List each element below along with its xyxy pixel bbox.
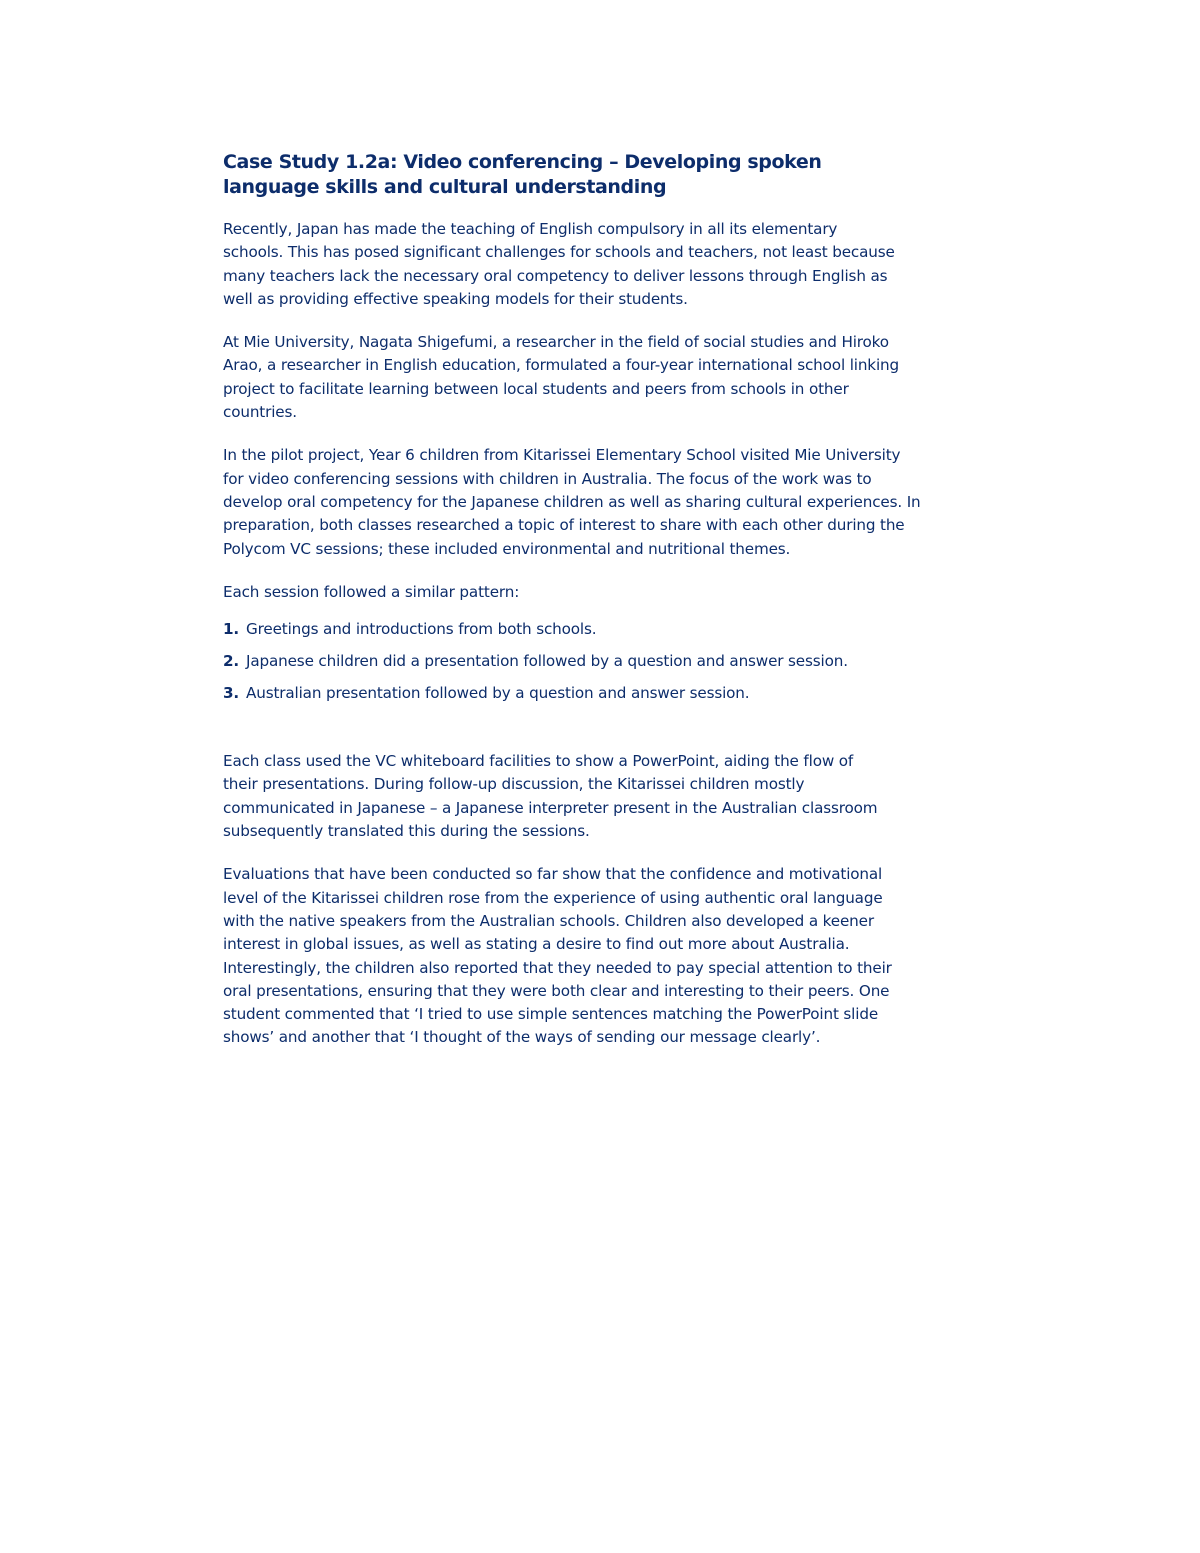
pattern-intro-paragraph: Each session followed a similar pattern: [223, 582, 520, 601]
list-item-number: 3. [223, 684, 240, 703]
list-item-text: Japanese children did a presentation followed by a question and answer session. [246, 652, 848, 671]
list-item [223, 650, 923, 672]
project-paragraph: At Mie University, Nagata Shigefumi, a researcher in the field of social studies and Hiroko Arao, a researcher in English education, formulated a four-year international school linking project to facilitate learning between local students and peers from schools in other countries. [223, 333, 899, 422]
intro-paragraph: Recently, Japan has made the teaching of English compulsory in all its elementary schools. This has posed significant challenges for schools and teachers, not least because many teachers lack the necessary oral competency to deliver lessons through English as well as providing effective speaking models for their students. [223, 220, 895, 308]
list-item [223, 618, 923, 640]
whiteboard-paragraph: Each class used the VC whiteboard facilities to show a PowerPoint, aiding the flow of their presentations. During follow-up discussion, the Kitarissei children mostly communicated in Japanese – a Japanese interpreter present in the Australian classroom subsequently translated this during the sessions. [223, 752, 878, 841]
session-pattern-list [223, 618, 923, 704]
list-item-text: Australian presentation followed by a question and answer session. [246, 684, 750, 703]
list-item [223, 682, 923, 704]
list-item-number: 2. [223, 652, 240, 671]
document-page [223, 150, 923, 1070]
list-item-number: 1. [223, 620, 240, 639]
case-study-title: Case Study 1.2a: Video conferencing – Developing spoken language skills and cultural understanding [223, 151, 822, 198]
pilot-paragraph: In the pilot project, Year 6 children from Kitarissei Elementary School visited Mie University for video conferencing sessions with children in Australia. The focus of the work was to develop oral competency for the Japanese children as well as sharing cultural experiences. In preparation, both classes researched a topic of interest to share with each other during the Polycom VC sessions; these included environmental and nutritional themes. [223, 446, 921, 558]
evaluation-paragraph: Evaluations that have been conducted so far show that the confidence and motivational level of the Kitarissei children rose from the experience of using authentic oral language with the native speakers from the Australian schools. Children also developed a keener interest in global issues, as well as stating a desire to find out more about Australia. Interestingly, the children also reported that they needed to pay special attention to their oral presentations, ensuring that they were both clear and interesting to their peers. One student commented that ‘I tried to use simple sentences matching the PowerPoint slide shows’ and another that ‘I thought of the ways of sending our message clearly’. [223, 865, 892, 1047]
list-item-text: Greetings and introductions from both schools. [246, 620, 597, 639]
